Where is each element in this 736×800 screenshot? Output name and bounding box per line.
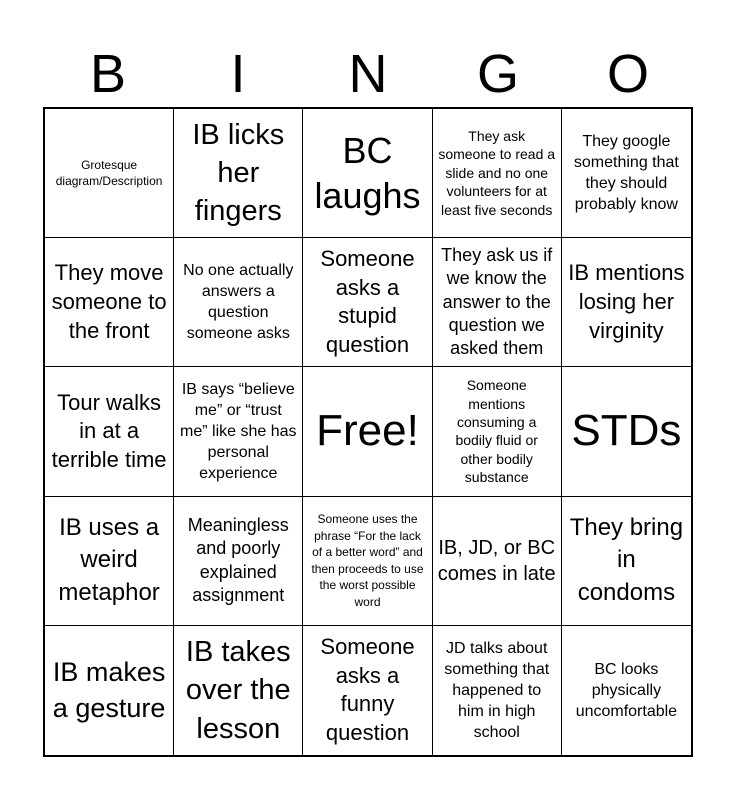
bingo-cell-r3c5[interactable] bbox=[562, 367, 691, 496]
header-letter-o: O bbox=[606, 44, 649, 104]
bingo-cell-text: Meaningless and poorly explained assignment bbox=[187, 514, 289, 606]
bingo-cell-text: Someone asks a funny question bbox=[320, 634, 415, 745]
bingo-cell-r4c2[interactable] bbox=[174, 497, 303, 626]
bingo-cell-text: IB, JD, or BC comes in late bbox=[437, 536, 556, 585]
bingo-cell-text: IB makes a gesture bbox=[52, 656, 166, 724]
bingo-cell-text: Someone asks a stupid question bbox=[320, 246, 415, 357]
bingo-cell-r2c1[interactable] bbox=[45, 238, 174, 367]
bingo-cell-text: IB takes over the lesson bbox=[185, 635, 291, 745]
bingo-cell-text: Free! bbox=[316, 406, 419, 456]
bingo-cell-r1c5[interactable] bbox=[562, 109, 691, 238]
bingo-cell-r5c2[interactable] bbox=[174, 626, 303, 755]
header-letter-b: B bbox=[89, 44, 127, 104]
bingo-cell-r1c2[interactable] bbox=[174, 109, 303, 238]
bingo-cell-text: STDs bbox=[571, 406, 682, 456]
bingo-cell-r1c4[interactable] bbox=[433, 109, 562, 238]
bingo-cell-r2c2[interactable] bbox=[174, 238, 303, 367]
bingo-cell-r1c1[interactable] bbox=[45, 109, 174, 238]
bingo-cell-r4c3[interactable] bbox=[303, 497, 432, 626]
bingo-cell-text: IB uses a weird metaphor bbox=[58, 513, 160, 606]
bingo-cell-r3c1[interactable] bbox=[45, 367, 174, 496]
bingo-cell-text: They ask us if we know the answer to the question we asked them bbox=[441, 244, 553, 359]
bingo-cell-text: They google something that they should probably know bbox=[573, 132, 679, 214]
bingo-cell-r4c5[interactable] bbox=[562, 497, 691, 626]
bingo-cell-r3c4[interactable] bbox=[433, 367, 562, 496]
bingo-cell-r1c3[interactable] bbox=[303, 109, 432, 238]
header-letter-n: N bbox=[348, 44, 388, 104]
bingo-cell-text: JD talks about something that happened to him in high school bbox=[444, 639, 550, 742]
bingo-cell-r4c1[interactable] bbox=[45, 497, 174, 626]
bingo-cell-r5c4[interactable] bbox=[433, 626, 562, 755]
bingo-grid bbox=[43, 107, 693, 757]
bingo-cell-r4c4[interactable] bbox=[433, 497, 562, 626]
bingo-cell-free[interactable] bbox=[303, 367, 432, 496]
bingo-cell-text: BC looks physically uncomfortable bbox=[575, 660, 678, 720]
bingo-cell-text: Someone mentions consuming a bodily fluid or other bodily substance bbox=[455, 377, 538, 486]
bingo-cell-text: No one actually answers a question someone asks bbox=[183, 262, 294, 343]
bingo-cell-text: Grotesque diagram/Description bbox=[55, 157, 163, 189]
bingo-cell-r5c5[interactable] bbox=[562, 626, 691, 755]
bingo-cell-text: IB says “believe me” or “trust me” like she has personal experience bbox=[180, 380, 297, 483]
bingo-cell-text: IB licks her fingers bbox=[192, 118, 285, 228]
bingo-cell-text: Tour walks in at a terrible time bbox=[51, 389, 167, 472]
bingo-cell-r5c1[interactable] bbox=[45, 626, 174, 755]
bingo-cell-r5c3[interactable] bbox=[303, 626, 432, 755]
bingo-cell-r2c5[interactable] bbox=[562, 238, 691, 367]
bingo-cell-text: They ask someone to read a slide and no one volunteers for at least five seconds bbox=[438, 127, 556, 218]
bingo-cell-text: They move someone to the front bbox=[51, 260, 167, 343]
bingo-header bbox=[43, 40, 693, 108]
bingo-cell-r2c4[interactable] bbox=[433, 238, 562, 367]
bingo-cell-text: IB mentions losing her virginity bbox=[568, 260, 685, 343]
header-letter-g: G bbox=[476, 44, 519, 104]
bingo-cell-r3c2[interactable] bbox=[174, 367, 303, 496]
bingo-cell-text: They bring in condoms bbox=[569, 513, 684, 606]
bingo-cell-r2c3[interactable] bbox=[303, 238, 432, 367]
header-letter-i: I bbox=[230, 44, 246, 104]
bingo-cell-text: BC laughs bbox=[314, 130, 421, 217]
bingo-cell-text: Someone uses the phrase “For the lack of a better word” and then proceeds to use the worst possible word bbox=[311, 512, 424, 609]
